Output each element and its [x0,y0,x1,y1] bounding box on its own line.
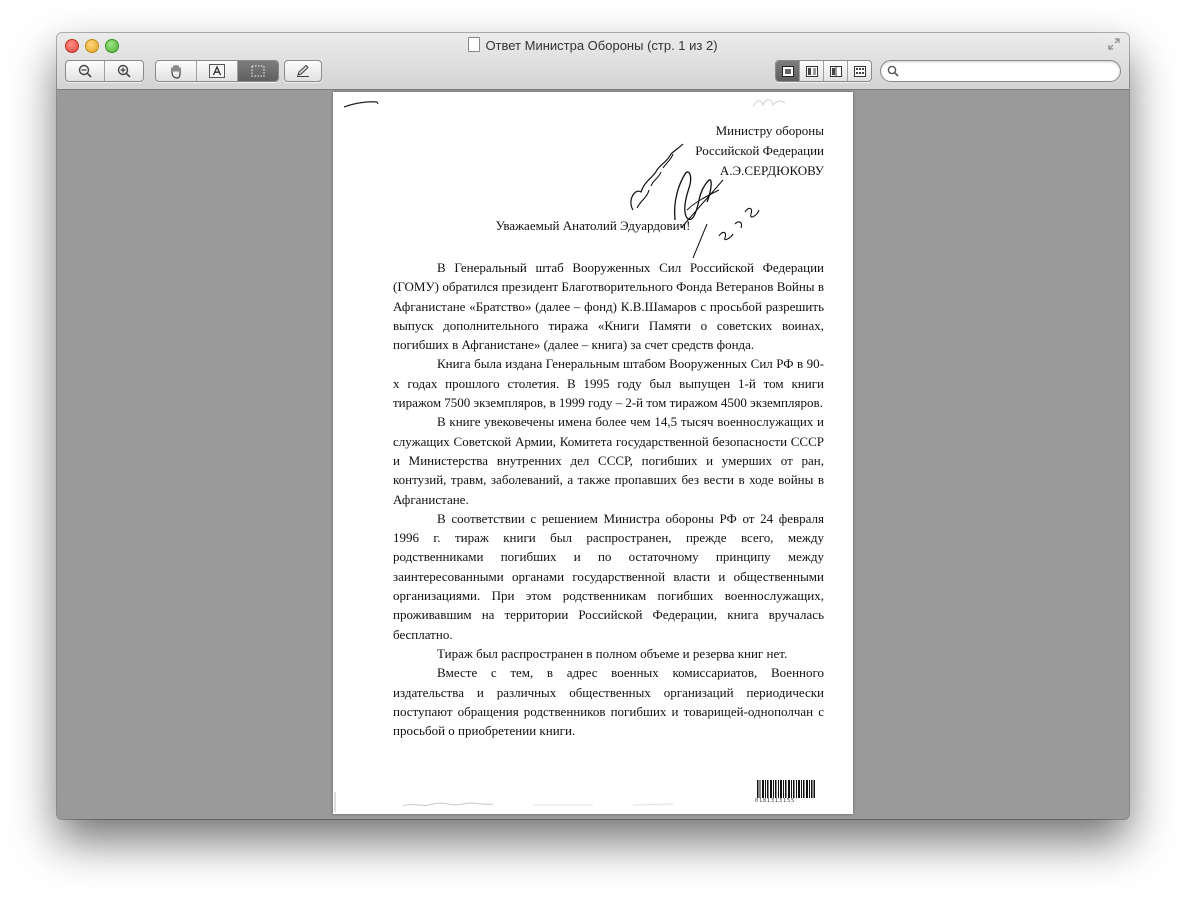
view-book-button[interactable] [824,61,848,81]
rect-select-icon [250,64,266,78]
search-field[interactable] [880,60,1121,82]
preview-window [57,33,1129,819]
annotate-button[interactable] [285,61,321,81]
search-input[interactable] [901,62,1115,80]
view-contact-sheet-button[interactable] [848,61,871,81]
window-title-text: Ответ Министра Обороны (стр. 1 из 2) [485,38,718,53]
paragraph: Книга была издана Генеральным штабом Вооруженных Сил РФ в 90-х годах прошлого столетия. В 1995 году был выпущен 1-й том книги тиражом 7500 экземпляров, в 1999 году – 2-й том тиражом 4500 экземпляров. [393,356,824,411]
zoom-group [65,60,144,82]
fullscreen-icon[interactable] [1107,37,1121,51]
rect-select-button[interactable] [238,61,278,81]
faint-bottom-marks [333,792,853,814]
zoom-in-icon [117,64,131,78]
corner-mark [343,98,383,110]
book-icon [830,66,842,77]
hand-tool-button[interactable] [156,61,197,81]
hand-tool-icon [168,63,184,79]
two-up-icon [806,66,818,77]
paragraph: В Генеральный штаб Вооруженных Сил Российской Федерации (ГОМУ) обратился президент Благотворительного Фонда Ветеранов Войны в Афганистане «Братство» (далее – фонд) К.В.Шамаров с просьбой разрешить выпуск дополнительного тиража «Книги Памяти о советских воинах, погибших в Афганистане» (далее – книга) за счет средств фонда. [393,260,824,353]
contact-sheet-icon [854,66,866,77]
view-two-up-button[interactable] [800,61,824,81]
pencil-icon [295,64,311,78]
addressee-line: Российской Федерации [695,143,824,158]
addressee-line: А.Э.СЕРДЮКОВУ [719,163,824,178]
zoom-out-button[interactable] [66,61,105,81]
view-mode-group [775,60,872,82]
single-page-icon [782,66,794,77]
paragraph: В книге увековечены имена более чем 14,5 тысяч военнослужащих и служащих Советской Армии, Комитета государственной безопасности СССР и Министерства внутренних дел СССР, погибших и умерших от ран, контузий, травм, заболеваний, а также пропавших без вести в ходе войны в Афганистане. [393,414,824,507]
barcode-number: 0181313155 [755,798,796,804]
view-single-button[interactable] [776,61,800,81]
title-bar [57,33,1129,90]
letter-body [393,258,824,740]
tool-group [155,60,279,82]
text-select-icon [209,64,225,78]
handwritten-resolution [623,140,793,260]
document-viewport[interactable] [57,90,1129,819]
salutation: Уважаемый Анатолий Эдуардович! [495,218,691,233]
paragraph: Вместе с тем, в адрес военных комиссариатов, Военного издательства и различных общественных организаций периодически поступают обращения родственников погибших и товарищей-однополчан с просьбой о приобретении книги. [393,665,824,739]
annotate-group [284,60,322,82]
document-page [333,92,853,814]
text-select-button[interactable] [197,61,238,81]
paragraph: В соответствии с решением Министра обороны РФ от 24 февраля 1996 г. тираж книги был распространен, прежде всего, между родственниками погибших и по остаточному принципу между заинтересованными органами государственной власти и общественными организациями. При этом родственникам погибших военнослужащих, проживавшим на территории Российской Федерации, книга вручалась бесплатно. [393,510,824,642]
search-icon [887,65,899,77]
addressee-line: Министру обороны [715,123,824,138]
zoom-in-button[interactable] [105,61,143,81]
paragraph: Тираж был распространен в полном объеме и резерва книг нет. [437,645,788,661]
document-icon [468,37,480,52]
zoom-out-icon [78,64,92,78]
faint-registration-mark [751,95,791,111]
window-title [57,37,1129,53]
